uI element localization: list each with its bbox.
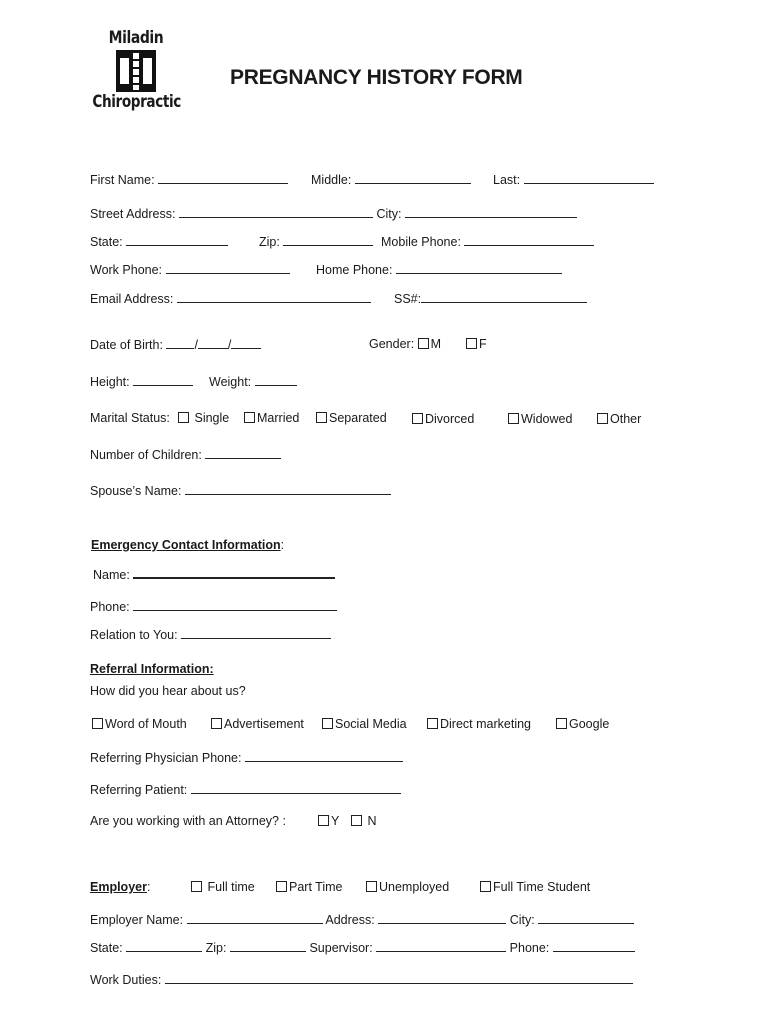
marital-divorced-checkbox[interactable] — [412, 413, 423, 424]
dob-year-field[interactable] — [231, 337, 261, 349]
employer-full-time-label: Full time — [207, 880, 255, 894]
employer-full-time-checkbox[interactable] — [191, 881, 202, 892]
state-field[interactable] — [126, 234, 228, 246]
employer-student[interactable] — [480, 880, 590, 894]
employer-student-label: Full Time Student — [493, 880, 591, 894]
attorney-yes-checkbox[interactable] — [318, 815, 329, 826]
emergency-relation-row — [90, 627, 331, 642]
employer-phone-field[interactable] — [553, 940, 635, 952]
marital-other-label: Other — [610, 412, 642, 426]
referral-social-media[interactable] — [322, 717, 407, 731]
gender-f-checkbox[interactable] — [466, 338, 477, 349]
emergency-name-field[interactable] — [133, 566, 335, 579]
employer-full-time[interactable] — [191, 880, 255, 894]
employer-unemployed-label: Unemployed — [379, 880, 450, 894]
height-field[interactable] — [133, 374, 193, 386]
spouse-field[interactable] — [185, 483, 391, 495]
employer-supervisor-label: Supervisor: — [309, 941, 373, 955]
weight-row — [209, 374, 297, 389]
page-title: PREGNANCY HISTORY FORM — [230, 66, 523, 89]
attorney-label: Are you working with an Attorney? : — [90, 814, 286, 828]
children-field[interactable] — [205, 447, 281, 459]
zip-label: Zip: — [259, 235, 280, 249]
employer-student-checkbox[interactable] — [480, 881, 491, 892]
referral-direct-marketing[interactable] — [427, 717, 531, 731]
referral-direct-marketing-checkbox[interactable] — [427, 718, 438, 729]
work-phone-label: Work Phone: — [90, 263, 163, 277]
attorney-no-label: N — [367, 814, 377, 828]
emergency-relation-label: Relation to You: — [90, 628, 178, 642]
middle-name-row — [311, 172, 471, 187]
emergency-heading-text: Emergency Contact Information — [91, 538, 281, 552]
marital-married-label: Married — [257, 411, 300, 425]
referring-physician-row — [90, 750, 403, 765]
referral-heading — [90, 662, 214, 676]
emergency-relation-field[interactable] — [181, 627, 331, 639]
weight-label: Weight: — [209, 375, 252, 389]
emergency-phone-row — [90, 599, 337, 614]
employer-supervisor-field[interactable] — [376, 940, 506, 952]
spine-icon — [116, 50, 156, 92]
state-label: State: — [90, 235, 123, 249]
work-duties-row — [90, 972, 633, 987]
emergency-heading — [91, 538, 284, 552]
employer-zip-label: Zip: — [205, 941, 227, 955]
emergency-phone-label: Phone: — [90, 600, 130, 614]
marital-separated-label: Separated — [329, 411, 387, 425]
gender-f-label: F — [479, 337, 487, 351]
dob-separator: / — [194, 338, 198, 352]
referring-patient-row — [90, 782, 401, 797]
state-row — [90, 234, 228, 249]
marital-status-label: Marital Status: — [90, 411, 170, 425]
emergency-heading-colon: : — [280, 538, 285, 552]
gender-row — [369, 337, 487, 351]
employer-name-row — [90, 912, 634, 927]
attorney-yes[interactable] — [318, 814, 339, 828]
referral-heading-text: Referral Information: — [90, 662, 214, 676]
marital-married[interactable] — [244, 411, 299, 425]
marital-widowed[interactable] — [508, 412, 572, 426]
work-phone-row — [90, 262, 290, 277]
marital-separated-checkbox[interactable] — [316, 412, 327, 423]
employer-part-time-label: Part Time — [289, 880, 343, 894]
ss-field[interactable] — [421, 291, 587, 303]
logo-text-top: Miladin — [108, 28, 164, 48]
referral-direct-marketing-label: Direct marketing — [440, 717, 531, 731]
height-row — [90, 374, 193, 389]
zip-field[interactable] — [283, 234, 373, 246]
logo-text-bottom: Chiropractic — [92, 92, 181, 112]
employer-name-label: Employer Name: — [90, 913, 184, 927]
employer-heading-text: Employer — [90, 880, 147, 894]
marital-married-checkbox[interactable] — [244, 412, 255, 423]
home-phone-field[interactable] — [396, 262, 562, 274]
middle-name-field[interactable] — [355, 172, 471, 184]
dob-day-field[interactable] — [198, 337, 228, 349]
attorney-yes-label: Y — [331, 814, 340, 828]
referral-word-of-mouth[interactable] — [92, 717, 187, 731]
marital-single-label: Single — [194, 411, 230, 425]
employer-address-label: Address: — [325, 913, 375, 927]
home-phone-row — [316, 262, 562, 277]
employer-state-row — [90, 940, 635, 955]
emergency-name-row — [93, 566, 335, 582]
children-label: Number of Children: — [90, 448, 202, 462]
employer-unemployed-checkbox[interactable] — [366, 881, 377, 892]
referral-google-checkbox[interactable] — [556, 718, 567, 729]
street-address-field[interactable] — [179, 206, 373, 218]
marital-separated[interactable] — [316, 411, 387, 425]
spouse-row — [90, 483, 391, 498]
last-name-label: Last: — [493, 173, 521, 187]
middle-name-label: Middle: — [311, 173, 352, 187]
employer-part-time[interactable] — [276, 880, 343, 894]
mobile-phone-label: Mobile Phone: — [381, 235, 461, 249]
emergency-name-label: Name: — [93, 568, 130, 582]
referring-patient-label: Referring Patient: — [90, 783, 188, 797]
employer-state-label: State: — [90, 941, 123, 955]
attorney-no[interactable] — [351, 814, 377, 828]
referral-advertisement-checkbox[interactable] — [211, 718, 222, 729]
employer-part-time-checkbox[interactable] — [276, 881, 287, 892]
employer-unemployed[interactable] — [366, 880, 449, 894]
mobile-row — [381, 234, 594, 249]
height-label: Height: — [90, 375, 130, 389]
dob-label: Date of Birth: — [90, 338, 163, 352]
marital-other[interactable] — [597, 412, 641, 426]
employer-heading-colon: : — [146, 880, 151, 894]
marital-divorced-label: Divorced — [425, 412, 475, 426]
referral-google[interactable] — [556, 717, 609, 731]
city-field[interactable] — [405, 206, 577, 218]
work-duties-field[interactable] — [165, 972, 633, 984]
email-label: Email Address: — [90, 292, 174, 306]
referring-patient-field[interactable] — [191, 782, 401, 794]
employer-name-field[interactable] — [187, 912, 323, 924]
marital-single[interactable] — [178, 411, 229, 425]
children-row — [90, 447, 281, 462]
employer-heading — [90, 880, 150, 894]
referral-social-media-label: Social Media — [335, 717, 407, 731]
dob-row — [90, 337, 261, 352]
ss-label: SS#: — [394, 292, 422, 306]
ss-row — [394, 291, 587, 306]
employer-city-label: City: — [509, 913, 535, 927]
home-phone-label: Home Phone: — [316, 263, 393, 277]
clinic-logo — [86, 28, 186, 116]
dob-separator: / — [227, 338, 232, 352]
referral-social-media-checkbox[interactable] — [322, 718, 333, 729]
referral-google-label: Google — [569, 717, 610, 731]
referral-advertisement[interactable] — [211, 717, 304, 731]
first-name-field[interactable] — [158, 172, 288, 184]
employer-address-field[interactable] — [378, 912, 506, 924]
work-phone-field[interactable] — [166, 262, 290, 274]
marital-single-checkbox[interactable] — [178, 412, 189, 423]
weight-field[interactable] — [255, 374, 297, 386]
gender-m-label: M — [430, 337, 442, 351]
email-row — [90, 291, 371, 306]
employer-zip-field[interactable] — [230, 940, 306, 952]
email-field[interactable] — [177, 291, 371, 303]
emergency-phone-field[interactable] — [133, 599, 337, 611]
employer-city-field[interactable] — [538, 912, 634, 924]
work-duties-label: Work Duties: — [90, 973, 162, 987]
last-name-row — [493, 172, 654, 187]
referring-physician-field[interactable] — [245, 750, 403, 762]
gender-m-checkbox[interactable] — [418, 338, 429, 349]
dob-month-field[interactable] — [166, 337, 194, 349]
employer-state-field[interactable] — [126, 940, 202, 952]
referring-physician-label: Referring Physician Phone: — [90, 751, 242, 765]
referral-word-of-mouth-checkbox[interactable] — [92, 718, 103, 729]
street-address-label: Street Address: — [90, 207, 176, 221]
first-name-label: First Name: — [90, 173, 155, 187]
street-row — [90, 206, 577, 221]
gender-label: Gender: — [369, 337, 415, 351]
marital-other-checkbox[interactable] — [597, 413, 608, 424]
city-label: City: — [376, 207, 402, 221]
zip-row — [259, 234, 373, 249]
marital-widowed-label: Widowed — [521, 412, 573, 426]
referral-word-of-mouth-label: Word of Mouth — [105, 717, 187, 731]
employer-phone-label: Phone: — [509, 941, 550, 955]
last-name-field[interactable] — [524, 172, 654, 184]
spouse-label: Spouse’s Name: — [90, 484, 182, 498]
referral-question: How did you hear about us? — [90, 684, 246, 698]
first-name-row — [90, 172, 288, 187]
referral-advertisement-label: Advertisement — [224, 717, 304, 731]
marital-divorced[interactable] — [412, 412, 474, 426]
marital-widowed-checkbox[interactable] — [508, 413, 519, 424]
attorney-no-checkbox[interactable] — [351, 815, 362, 826]
mobile-phone-field[interactable] — [464, 234, 594, 246]
